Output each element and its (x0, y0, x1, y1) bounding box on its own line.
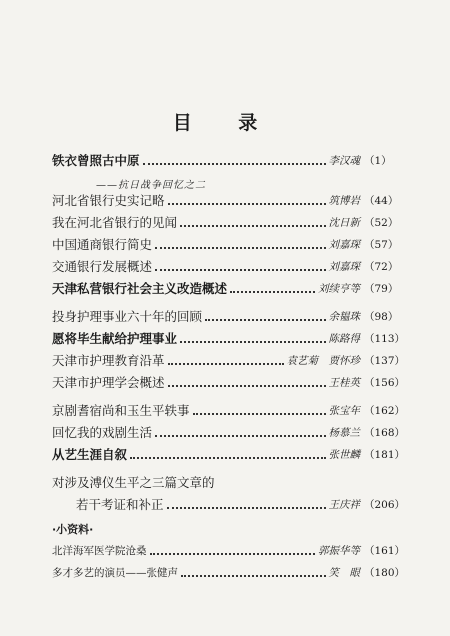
toc-entry (52, 372, 408, 392)
entry-page: （1） (364, 155, 392, 167)
entry-title: 回忆我的戏剧生活 (52, 425, 153, 440)
entry-page: （44） (364, 195, 399, 207)
dot-leader (168, 203, 326, 205)
entry-author: 张宝年 (328, 405, 360, 417)
entry-page: （206） (364, 499, 406, 511)
toc-entry (52, 306, 408, 326)
toc-entry (52, 150, 408, 170)
entry-page: （72） (364, 261, 399, 273)
dot-leader (155, 269, 325, 271)
dot-leader (193, 413, 326, 415)
toc-entry (52, 444, 408, 464)
entry-author: 笑 眼 (328, 567, 360, 579)
entry-title: 河北省银行史实记略 (52, 193, 165, 208)
dot-leader (168, 385, 326, 387)
entry-author: 杨慕兰 (328, 427, 360, 439)
entry-title: 交通银行发展概述 (52, 259, 153, 274)
entry-author: 陈路得 (328, 333, 360, 345)
entry-page: （98） (364, 311, 399, 323)
section-label: ·小资料· (52, 523, 94, 536)
entry-page: （52） (364, 217, 399, 229)
entry-author: 王庆祥 (328, 499, 360, 511)
dot-leader (230, 291, 315, 293)
toc-entry (52, 278, 408, 298)
entry-title: 北洋海军医学院沧桑 (52, 545, 147, 557)
dot-leader (155, 247, 325, 249)
entry-author: 张世麟 (328, 449, 360, 461)
entry-author: 沈日新 (328, 217, 360, 229)
entry-author: 余韫珠 (328, 311, 360, 323)
entry-title: 天津市护理学会概述 (52, 375, 165, 390)
entry-page: （156） (364, 377, 406, 389)
toc-entry (52, 212, 408, 232)
toc-entry (52, 540, 408, 560)
entry-author: 刘嘉琛 (328, 239, 360, 251)
entry-title: 若干考证和补正 (76, 497, 164, 512)
entry-author: 郭振华等 (318, 545, 360, 557)
toc-entry (52, 234, 408, 254)
entry-page: （181） (364, 449, 406, 461)
dot-leader (205, 319, 325, 321)
toc-entry (52, 494, 408, 514)
entry-page: （168） (364, 427, 406, 439)
entry-page: （180） (364, 567, 406, 579)
dot-leader (150, 553, 316, 555)
entry-title: 天津私营银行社会主义改造概述 (52, 281, 228, 296)
toc-entry (52, 422, 408, 442)
dot-leader (168, 363, 284, 365)
dot-leader (181, 575, 326, 577)
dot-leader (155, 435, 325, 437)
entry-title: 中国通商银行简史 (52, 237, 153, 252)
entry-title: 我在河北省银行的见闻 (52, 215, 178, 230)
entry-author: 刘续亨等 (318, 283, 360, 295)
entry-page: （161） (364, 545, 406, 557)
toc-entry (52, 328, 408, 348)
dot-leader (180, 341, 325, 343)
toc-entry (52, 256, 408, 276)
dot-leader (180, 225, 325, 227)
entry-page: （137） (364, 355, 406, 367)
toc-entry (52, 190, 408, 210)
entry-title: 天津市护理教育沿革 (52, 353, 165, 368)
entry-title: 京剧耆宿尚和玉生平轶事 (52, 403, 190, 418)
toc-entry (52, 472, 408, 492)
entry-title: 铁衣曾照古中原 (52, 153, 140, 168)
page-title: 目 录 (172, 112, 278, 134)
entry-title: 从艺生涯自叙 (52, 447, 128, 462)
toc-entry (52, 400, 408, 420)
entry-page: （113） (364, 333, 406, 345)
entry-page: （162） (364, 405, 406, 417)
entry-title: 投身护理事业六十年的回顾 (52, 309, 203, 324)
entry-page: （79） (364, 283, 399, 295)
entry-author: 刘嘉琛 (328, 261, 360, 273)
toc-entry (52, 562, 408, 582)
dot-leader (143, 163, 326, 165)
entry-author: 李汉魂 (328, 155, 360, 167)
entry-author: 筑博岩 (328, 195, 360, 207)
entry-author: 袁艺菊 贾怀珍 (286, 355, 360, 367)
toc-entry (52, 350, 408, 370)
entry-page: （57） (364, 239, 399, 251)
entry-title: 愿将毕生献给护理事业 (52, 331, 178, 346)
dot-leader (130, 457, 325, 459)
entry-title: 对涉及溥仪生平之三篇文章的 (52, 475, 215, 490)
entry-title: 多才多艺的演员——张健声 (52, 567, 178, 579)
toc-subtitle: ——抗日战争回忆之二 (96, 180, 206, 191)
entry-author: 王桂英 (328, 377, 360, 389)
dot-leader (167, 507, 326, 509)
